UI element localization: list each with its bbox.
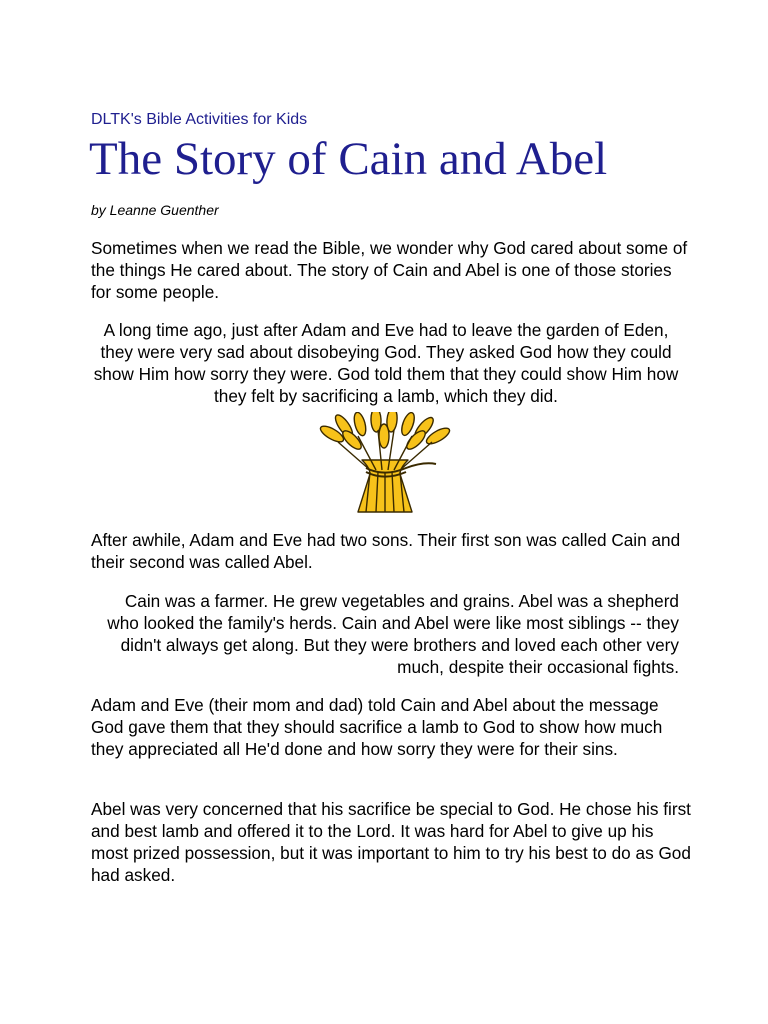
paragraph-intro: Sometimes when we read the Bible, we wonder why God cared about some of the things He cared about. The story of Cain and Abel is one of those stories for some people.	[91, 238, 688, 302]
site-name: DLTK's Bible Activities for Kids	[91, 111, 308, 128]
paragraph-message: Adam and Eve (their mom and dad) told Cain and Abel about the message God gave them that they should sacrifice a lamb to God to show how much they appreciated all He'd done and how sorry they were for their sins.	[91, 695, 663, 759]
paragraph-abel-sacrifice: Abel was very concerned that his sacrifice be special to God. He chose his first and best lamb and offered it to the Lord. It was hard for Abel to give up his most prized possession, but it was important to him to try his best to do as God had asked.	[91, 799, 691, 885]
paragraph-adam-eve: A long time ago, just after Adam and Eve had to leave the garden of Eden, they were very sad about disobeying God. They asked God how they could show Him how sorry they were. God told them that they could show Him how they felt by sacrificing a lamb, which they did.	[93, 320, 679, 406]
wheat-sheaf-icon	[318, 412, 452, 516]
paragraph-two-sons: After awhile, Adam and Eve had two sons. Their first son was called Cain and their second was called Abel.	[91, 530, 681, 572]
paragraph-brothers: Cain was a farmer. He grew vegetables and grains. Abel was a shepherd who looked the family's herds. Cain and Abel were like most siblings -- they didn't always get along. But they were brothers and loved each other very much, despite their occasional fights.	[107, 591, 679, 677]
author-byline: by Leanne Guenther	[91, 202, 219, 218]
page-title: The Story of Cain and Abel	[89, 133, 608, 185]
